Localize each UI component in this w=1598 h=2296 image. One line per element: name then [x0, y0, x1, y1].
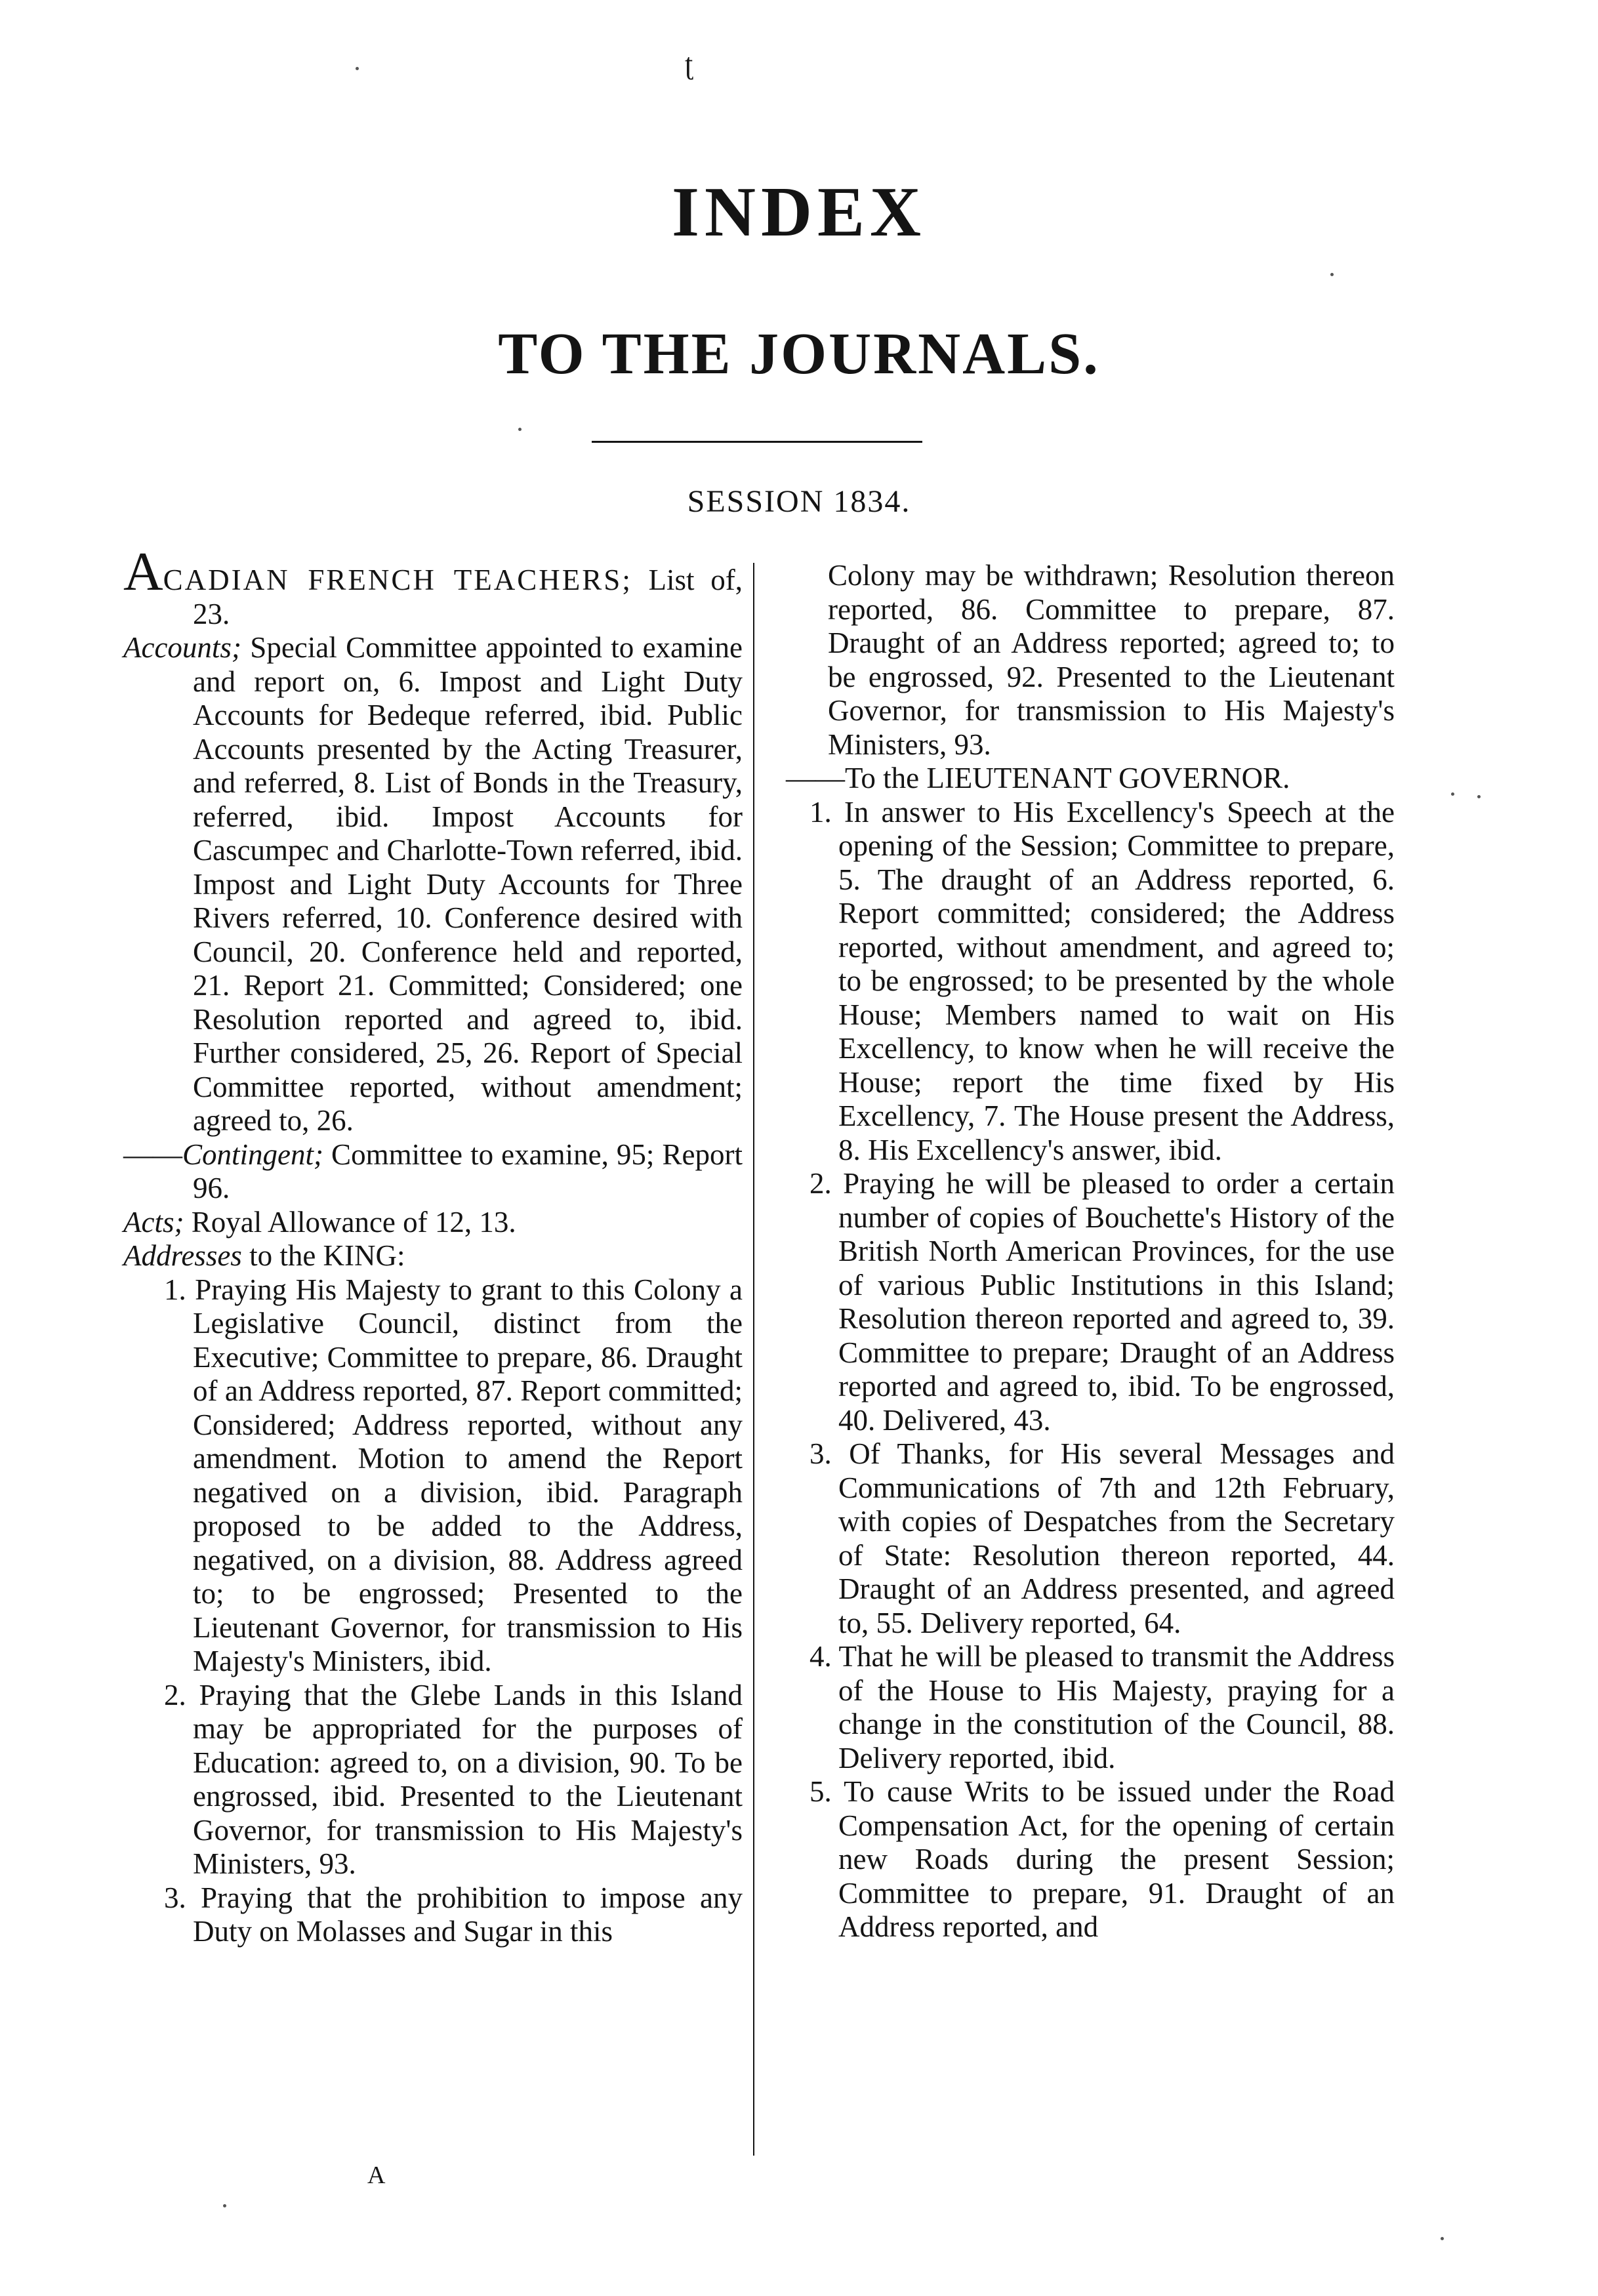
- entry-heading: CADIAN FRENCH TEACHERS;: [163, 564, 632, 596]
- entry-heading: Acts;: [123, 1205, 184, 1239]
- address-king-2: 2. Praying that the Glebe Lands in this Island may be appropriated for the purposes of Education: agreed to, on a division, 90. To be engrossed, ibid. Presented to the Lieutenant Governor, for transmission to His Majesty's Ministers, 93.: [164, 1678, 743, 1880]
- speck: [356, 67, 359, 70]
- speck: [1330, 273, 1334, 276]
- speck: [1477, 795, 1481, 798]
- left-column: [123, 541, 743, 1949]
- address-lg-2: 2. Praying he will be pleased to order a certain number of copies of Bouchette's History of the British North American Provinces, for the use of various Public Institutions in this Island; Resolution thereon reported and agreed to, 39. Committee to prepare; Draught of an Address reported and agreed to, ibid. To be engrossed, 40. Delivered, 43.: [809, 1167, 1395, 1437]
- entry-text: Special Committee appointed to examine and report on, 6. Impost and Light Duty Accounts for Bedeque referred, ibid. Public Accounts presented by the Acting Treasurer, and referred, 8. List of Bonds in the Treasury, referred, ibid. Impost Accounts for Cascumpec and Charlotte-Town referred, ibid. Impost and Light Duty Accounts for Three Rivers referred, 10. Conference desired with Council, 20. Conference held and reported, 21. Report 21. Committed; Considered; one Resolution reported and agreed to, ibid. Further considered, 25, 26. Report of Special Committee reported, without amendment; agreed to, 26.: [193, 631, 743, 1137]
- speck: [518, 428, 522, 431]
- speck: [1441, 2237, 1444, 2240]
- drop-cap: A: [123, 541, 163, 602]
- entry-heading: Accounts;: [123, 631, 241, 664]
- entry-text: Royal Allowance of 12, 13.: [184, 1205, 516, 1239]
- column-divider: [753, 563, 754, 2156]
- entry-text: List of, 23.: [193, 564, 743, 630]
- entry-acadian: [123, 541, 743, 631]
- session-heading: SESSION 1834.: [687, 484, 911, 519]
- entry-lieutenant-governor: ——To the LIEUTENANT GOVERNOR.: [786, 762, 1290, 794]
- address-lg-5: 5. To cause Writs to be issued under the Road Compensation Act, for the opening of certain new Roads during the present Session; Committee to prepare, 91. Draught of an Address reported, and: [809, 1775, 1395, 1943]
- index-title: INDEX: [671, 173, 927, 251]
- entry-text: to the KING:: [241, 1239, 405, 1272]
- entry-contingent: [123, 1138, 743, 1206]
- address-king-1: 1. Praying His Majesty to grant to this Colony a Legislative Council, distinct from the Executive; Committee to prepare, 86. Draught of an Address reported, 87. Report committed; Considered; Address reported, without any amendment. Motion to amend the Report negatived on a division, ibid. Paragraph proposed to be added to the Address, negatived, on a division, 88. Address agreed to; to be engrossed; Presented to the Lieutenant Governor, for transmission to His Majesty's Ministers, ibid.: [164, 1273, 743, 1677]
- signature-mark: A: [367, 2162, 386, 2189]
- speck: [223, 2204, 226, 2207]
- entry-heading: Addresses: [123, 1239, 242, 1272]
- right-column: [786, 559, 1395, 1944]
- entry-acts: [123, 1206, 743, 1240]
- address-king-3: 3. Praying that the prohibition to impose any Duty on Molasses and Sugar in this: [164, 1881, 743, 1948]
- address-lg-1: 1. In answer to His Excellency's Speech at the opening of the Session; Committee to prepare, 5. The draught of an Address reported, 6. Report committed; considered; the Address reported, without amendment, and agreed to; to be engrossed; to be presented by the whole House; Members named to wait on His Excellency, to know when he will receive the House; report the time fixed by His Excellency, 7. The House present the Address, 8. His Excellency's answer, ibid.: [809, 795, 1395, 1166]
- address-lg-4: 4. That he will be pleased to transmit the Address of the House to His Majesty, praying for a change in the constitution of the Council, 88. Delivery reported, ibid.: [809, 1640, 1395, 1774]
- speck: [1451, 792, 1454, 796]
- entry-text: Committee to examine, 95; Report 96.: [193, 1138, 743, 1204]
- entry-addresses: [123, 1239, 743, 1273]
- entry-heading: Contingent;: [182, 1138, 323, 1171]
- index-subtitle: TO THE JOURNALS.: [498, 321, 1100, 386]
- entry-accounts: [123, 631, 743, 1138]
- address-king-3-continued: Colony may be withdrawn; Resolution thereon reported, 86. Committee to prepare, 87. Draught of an Address reported; agreed to; to be engrossed, 92. Presented to the Lieutenant Governor, for transmission to His Majesty's Ministers, 93.: [828, 559, 1395, 761]
- top-mark: ʈ: [685, 48, 693, 80]
- address-lg-3: 3. Of Thanks, for His several Messages and Communications of 7th and 12th February, with copies of Despatches from the Secretary of State: Resolution thereon reported, 44. Draught of an Address presented, and agreed to, 55. Delivery reported, 64.: [809, 1437, 1395, 1639]
- title-rule: [592, 441, 922, 443]
- entry-dash: ——: [123, 1138, 182, 1171]
